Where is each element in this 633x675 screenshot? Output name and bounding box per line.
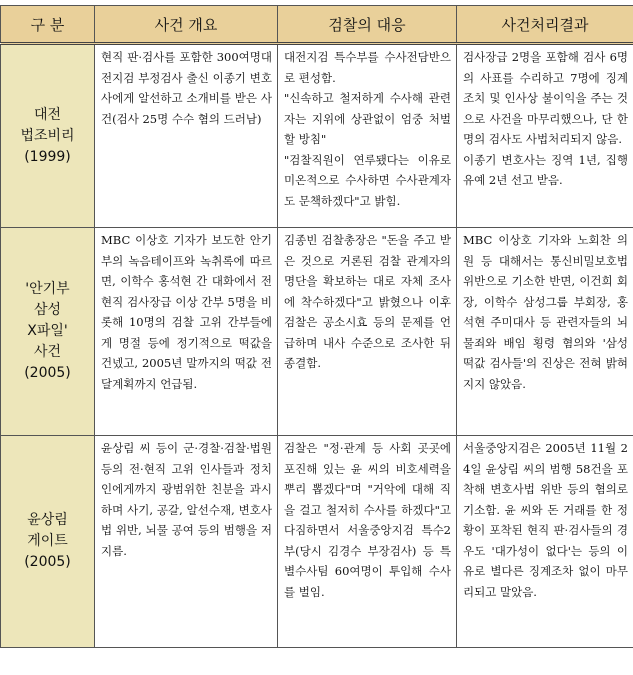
- overview-cell: 윤상림 씨 등이 군·경찰·검찰·법원 등의 전·현직 고위 인사들과 정치인에게까지 광범위한 친분을 과시하며 사기, 공갈, 알선수재, 변호사법 위반, 뇌물 공여 등의 범행을 저지름.: [95, 436, 278, 648]
- header-category: 구 분: [1, 6, 95, 44]
- table-row: [1, 44, 633, 228]
- header-row: [1, 6, 633, 44]
- overview-cell: 현직 판·검사를 포함한 300여명대전지검 부정검사 출신 이종기 변호사에게 알선하고 소개비를 받은 사건(검사 25명 수수 혐의 드러남): [95, 44, 278, 228]
- header-overview: 사건 개요: [95, 6, 278, 44]
- row-label: 윤상림 게이트 (2005): [1, 436, 95, 648]
- response-cell: 검찰은 "정·관계 등 사회 곳곳에 포진해 있는 윤 씨의 비호세력을 뿌리 뽑겠다"며 "거악에 대해 직을 걸고 철저히 수사를 하겠다"고 다짐하면서 서울중앙지검 특수2부(당시 김경수 부장검사) 등 특별수사팀 60여명이 투입해 수사를 벌임.: [278, 436, 457, 648]
- header-result: 사건처리결과: [457, 6, 633, 44]
- row-label: 대전 법조비리 (1999): [1, 44, 95, 228]
- result-cell: 서울중앙지검은 2005년 11월 24일 윤상림 씨의 범행 58건을 포착해 변호사법 위반 등의 혐의로 기소함. 윤 씨와 돈 거래를 한 정황이 포착된 현직 판·검사들의 경우도 '대가성이 없다'는 등의 이유로 별다른 징계조차 없이 마무리되고 말았음.: [457, 436, 633, 648]
- result-cell: 검사장급 2명을 포함해 검사 6명의 사표를 수리하고 7명에 징계조치 및 인사상 불이익을 주는 것으로 사건을 마무리했으나, 단 한 명의 검사도 사법처리되지 않음. 이종기 변호사는 징역 1년, 집행유예 2년 선고 받음.: [457, 44, 633, 228]
- response-cell: 대전지검 특수부를 수사전담반으로 편성함. "신속하고 철저하게 수사해 관련자는 지위에 상관없이 엄중 처벌할 방침" "검찰직원이 연루됐다는 이유로 미온적으로 수사하면 수사관계자도 문책하겠다"고 밝힘.: [278, 44, 457, 228]
- table-row: [1, 436, 633, 648]
- response-cell: 김종빈 검찰총장은 "돈을 주고 받은 것으로 거론된 검찰 관계자의 명단을 확보하는 대로 자체 조사에 착수하겠다"고 밝혔으나 이후 검찰은 공소시효 등의 문제를 언급하며 내사 수준으로 조사한 뒤 종결함.: [278, 228, 457, 436]
- case-table: [0, 5, 633, 648]
- row-label: '안기부 삼성 X파일' 사건 (2005): [1, 228, 95, 436]
- result-cell: MBC 이상호 기자와 노회찬 의원 등 대해서는 통신비밀보호법 위반으로 기소한 반면, 이건희 회장, 이학수 삼성그룹 부회장, 홍석현 주미대사 등 관련자들의 뇌물죄와 배임 횡령 혐의와 '삼성 떡값 검사들'의 진상은 전혀 밝혀지지 않았음.: [457, 228, 633, 436]
- table-row: [1, 228, 633, 436]
- header-response: 검찰의 대응: [278, 6, 457, 44]
- overview-cell: MBC 이상호 기자가 보도한 안기부의 녹음테이프와 녹취록에 따르면, 이학수 홍석현 간 대화에서 전현직 검사장급 이상 간부 5명을 비롯해 10명의 검찰 고위 간부들에게 명절 등에 정기적으로 떡값을 건넸고, 2005년 말까지의 떡값 전달계획까지 언급됨.: [95, 228, 278, 436]
